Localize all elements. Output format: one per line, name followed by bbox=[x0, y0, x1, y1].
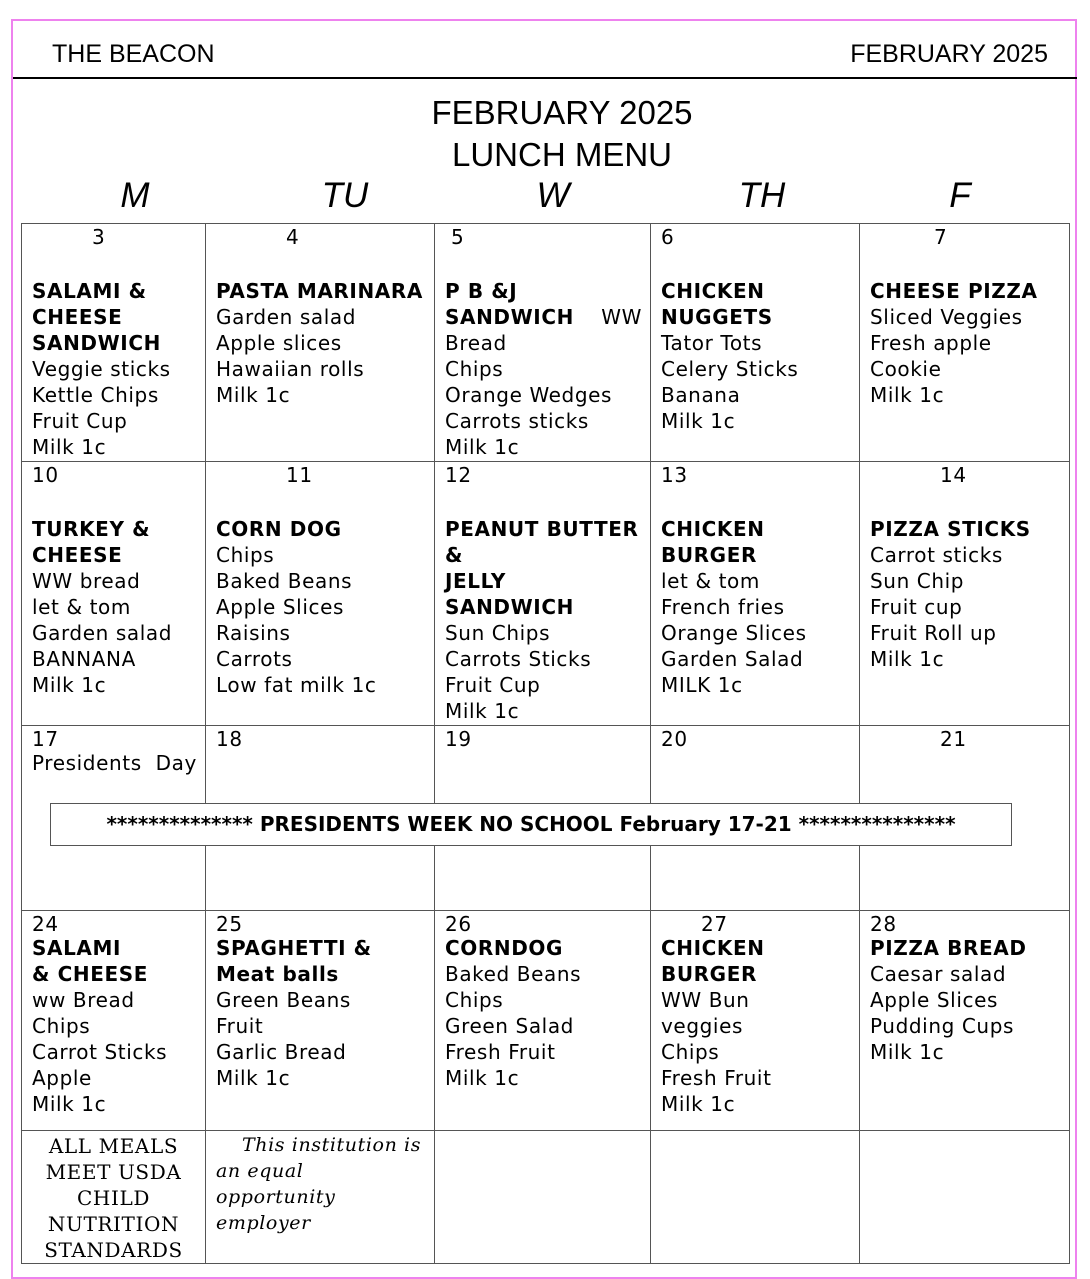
side-item: Fresh Fruit bbox=[445, 1040, 556, 1064]
main-dish: PIZZA STICKS bbox=[870, 517, 1031, 541]
week-row bbox=[22, 462, 1070, 726]
main-dish: CHICKEN bbox=[661, 279, 765, 303]
date-number: 28 bbox=[870, 912, 897, 936]
main-dish: CHICKEN BURGER bbox=[661, 517, 765, 567]
footer-row bbox=[22, 1131, 1070, 1264]
date-number: 3 bbox=[92, 225, 106, 249]
side-item: let & tom bbox=[661, 569, 760, 593]
main-dish: SPAGHETTI & bbox=[216, 936, 372, 960]
day-cell bbox=[22, 224, 206, 462]
newsletter-date: FEBRUARY 2025 bbox=[850, 40, 1048, 68]
date-number: 11 bbox=[286, 463, 313, 487]
menu-calendar bbox=[21, 223, 1070, 1264]
main-dish: CHEESE bbox=[32, 305, 123, 329]
main-dish: JELLY SANDWICH bbox=[445, 569, 574, 619]
side-item: Tator Tots bbox=[661, 331, 763, 355]
empty-cell bbox=[860, 1131, 1070, 1264]
side-item: Sun Chip bbox=[870, 569, 965, 593]
date-number: 13 bbox=[661, 463, 688, 487]
side-item: Carrots bbox=[216, 647, 293, 671]
side-item: Garden salad bbox=[32, 621, 173, 645]
date-number: 21 bbox=[940, 727, 967, 751]
side-item: MILK 1c bbox=[661, 673, 743, 697]
day-cell bbox=[860, 224, 1070, 462]
main-dish: CORN DOG bbox=[216, 517, 342, 541]
day-cell bbox=[206, 462, 435, 726]
main-dish: PIZZA BREAD bbox=[870, 936, 1027, 960]
main-dish-suffix: WW bbox=[601, 305, 642, 329]
holiday-note: Presidents Day bbox=[32, 751, 197, 775]
side-item: Milk 1c bbox=[445, 1066, 520, 1090]
side-item: Kettle Chips bbox=[32, 383, 159, 407]
side-item: Garlic Bread bbox=[216, 1040, 347, 1064]
side-item: Apple slices bbox=[216, 331, 342, 355]
side-item: Fresh apple bbox=[870, 331, 992, 355]
main-dish: TURKEY & bbox=[32, 517, 151, 541]
main-dish: SALAMI bbox=[32, 936, 122, 960]
side-item: Green Salad bbox=[445, 1014, 574, 1038]
side-item: Milk 1c bbox=[661, 1092, 736, 1116]
side-item: Fruit Cup bbox=[32, 409, 128, 433]
date-number: 4 bbox=[286, 225, 300, 249]
date-number: 5 bbox=[451, 225, 465, 249]
side-item: Garden salad bbox=[216, 305, 357, 329]
date-number: 18 bbox=[216, 727, 243, 751]
side-item: veggies bbox=[661, 1014, 744, 1038]
side-item: Milk 1c bbox=[216, 383, 291, 407]
side-item: Chips bbox=[32, 1014, 91, 1038]
day-header-wednesday: W bbox=[536, 176, 570, 215]
day-cell bbox=[860, 911, 1070, 1131]
day-cell bbox=[206, 911, 435, 1131]
day-header-friday: F bbox=[949, 176, 971, 215]
side-item: Milk 1c bbox=[216, 1066, 291, 1090]
side-item: Milk 1c bbox=[32, 1092, 107, 1116]
main-dish: CHICKEN BURGER bbox=[661, 936, 765, 986]
date-number: 19 bbox=[445, 727, 472, 751]
date-number: 10 bbox=[32, 463, 59, 487]
side-item: Carrots sticks bbox=[445, 409, 589, 433]
main-dish: SANDWICH bbox=[32, 331, 161, 355]
side-item: Milk 1c bbox=[870, 383, 945, 407]
side-item: Milk 1c bbox=[32, 673, 107, 697]
side-item: French fries bbox=[661, 595, 785, 619]
side-item: Milk 1c bbox=[870, 1040, 945, 1064]
main-dish: CHEESE PIZZA bbox=[870, 279, 1038, 303]
week-row bbox=[22, 224, 1070, 462]
day-cell bbox=[435, 224, 651, 462]
side-item: let & tom bbox=[32, 595, 131, 619]
empty-cell bbox=[651, 1131, 860, 1264]
main-dish: Meat balls bbox=[216, 962, 339, 986]
side-item: Milk 1c bbox=[445, 699, 520, 723]
side-item: Apple bbox=[32, 1066, 92, 1090]
date-number: 20 bbox=[661, 727, 688, 751]
side-item: Raisins bbox=[216, 621, 291, 645]
side-item: Carrots Sticks bbox=[445, 647, 592, 671]
menu-title-month: FEBRUARY 2025 bbox=[431, 94, 693, 131]
side-item: Fruit cup bbox=[870, 595, 963, 619]
day-cell bbox=[22, 462, 206, 726]
side-item: Fruit bbox=[216, 1014, 264, 1038]
side-item: Banana bbox=[661, 383, 741, 407]
side-item: Celery Sticks bbox=[661, 357, 799, 381]
main-dish: SALAMI & bbox=[32, 279, 147, 303]
usda-note: ALL MEALS MEET USDA CHILD NUTRITION STANDARDS bbox=[22, 1131, 206, 1264]
side-item: Apple Slices bbox=[870, 988, 999, 1012]
day-cell bbox=[860, 462, 1070, 726]
side-item: Hawaiian rolls bbox=[216, 357, 365, 381]
side-item: Fresh Fruit bbox=[661, 1066, 772, 1090]
week-row bbox=[22, 911, 1070, 1131]
day-cell bbox=[651, 224, 860, 462]
side-item: Chips bbox=[216, 543, 275, 567]
side-item: Sun Chips bbox=[445, 621, 551, 645]
newsletter-name: THE BEACON bbox=[52, 40, 215, 68]
side-item: Bread bbox=[445, 331, 507, 355]
day-header-thursday: TH bbox=[738, 176, 786, 215]
date-number: 17 bbox=[32, 727, 59, 751]
main-dish: PASTA MARINARA bbox=[216, 279, 423, 303]
side-item: Milk 1c bbox=[870, 647, 945, 671]
day-header-monday: M bbox=[120, 176, 150, 215]
menu-title: LUNCH MENU bbox=[451, 136, 672, 173]
main-dish: CORNDOG bbox=[445, 936, 564, 960]
side-item: Milk 1c bbox=[661, 409, 736, 433]
date-number: 26 bbox=[445, 912, 472, 936]
side-item: Milk 1c bbox=[32, 435, 107, 459]
day-cell bbox=[435, 462, 651, 726]
date-number: 7 bbox=[934, 225, 948, 249]
side-item: BANNANA bbox=[32, 647, 136, 671]
side-item: Chips bbox=[445, 988, 504, 1012]
side-item: Orange Wedges bbox=[445, 383, 613, 407]
side-item: WW Bun bbox=[661, 988, 750, 1012]
main-dish: CHEESE bbox=[32, 543, 123, 567]
side-item: Veggie sticks bbox=[32, 357, 171, 381]
date-number: 6 bbox=[661, 225, 675, 249]
day-cell bbox=[435, 911, 651, 1131]
day-header-tuesday: TU bbox=[321, 176, 369, 215]
day-cell bbox=[651, 462, 860, 726]
side-item: Chips bbox=[445, 357, 504, 381]
side-item: Baked Beans bbox=[216, 569, 353, 593]
side-item: Fruit Cup bbox=[445, 673, 541, 697]
header-rule bbox=[13, 77, 1077, 79]
date-number: 27 bbox=[701, 912, 728, 936]
day-cell bbox=[651, 911, 860, 1131]
date-number: 24 bbox=[32, 912, 59, 936]
side-item: Orange Slices bbox=[661, 621, 807, 645]
main-dish: & CHEESE bbox=[32, 962, 149, 986]
side-item: Garden Salad bbox=[661, 647, 804, 671]
side-item: Milk 1c bbox=[445, 435, 520, 459]
side-item: Apple Slices bbox=[216, 595, 345, 619]
day-cell bbox=[22, 911, 206, 1131]
side-item: Baked Beans bbox=[445, 962, 582, 986]
side-item: WW bread bbox=[32, 569, 141, 593]
side-item: Green Beans bbox=[216, 988, 351, 1012]
day-cell bbox=[206, 224, 435, 462]
side-item: Caesar salad bbox=[870, 962, 1007, 986]
side-item: Cookie bbox=[870, 357, 942, 381]
side-item: Low fat milk 1c bbox=[216, 673, 377, 697]
side-item: ww Bread bbox=[32, 988, 135, 1012]
main-dish: NUGGETS bbox=[661, 305, 773, 329]
main-dish: PEANUT BUTTER & bbox=[445, 517, 639, 567]
main-dish: P B &J bbox=[445, 279, 518, 303]
side-item: Fruit Roll up bbox=[870, 621, 997, 645]
side-item: Carrot sticks bbox=[870, 543, 1003, 567]
date-number: 12 bbox=[445, 463, 472, 487]
side-item: Carrot Sticks bbox=[32, 1040, 168, 1064]
empty-cell bbox=[435, 1131, 651, 1264]
main-dish: WW SANDWICH bbox=[445, 305, 642, 329]
equal-opportunity-note: This institution is an equal opportunity employer bbox=[206, 1131, 435, 1264]
side-item: Chips bbox=[661, 1040, 720, 1064]
date-number: 14 bbox=[940, 463, 967, 487]
date-number: 25 bbox=[216, 912, 243, 936]
side-item: Sliced Veggies bbox=[870, 305, 1023, 329]
side-item: Pudding Cups bbox=[870, 1014, 1015, 1038]
no-school-banner: ************** PRESIDENTS WEEK NO SCHOOL February 17-21 *************** bbox=[50, 803, 1012, 846]
